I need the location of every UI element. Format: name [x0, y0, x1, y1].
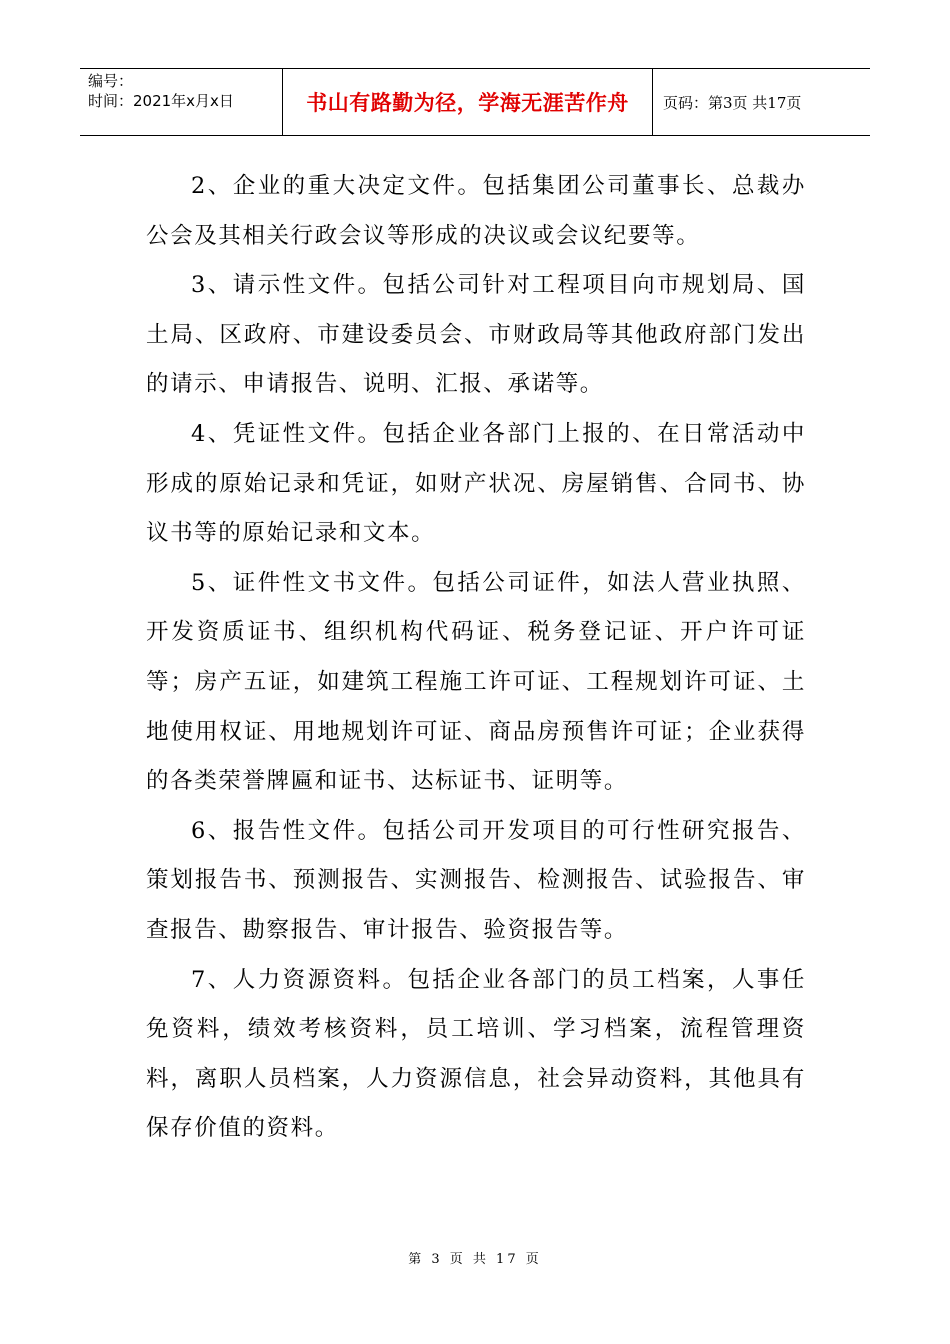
- header-meta: [80, 69, 283, 135]
- paragraph-item-7: 7、人力资源资料。包括企业各部门的员工档案，人事任免资料，绩效考核资料，员工培训、学习档案，流程管理资料，离职人员档案，人力资源信息，社会异动资料，其他具有保存价值的资料。: [146, 966, 806, 1142]
- paragraph-item-5: 5、证件性文书文件。包括公司证件，如法人营业执照、开发资质证书、组织机构代码证、税务登记证、开户许可证等；房产五证，如建筑工程施工许可证、工程规划许可证、土地使用权证、用地规划许可证、商品房预售许可证；企业获得的各类荣誉牌匾和证书、达标证书、证明等。: [146, 569, 806, 795]
- document-number-label: 编号：: [88, 72, 134, 90]
- header-motto: 书山有路勤为径，学海无涯苦作舟: [283, 69, 653, 135]
- page-footer: 第 3 页 共 17 页: [408, 1252, 542, 1267]
- paragraph-item-2: 2、企业的重大决定文件。包括集团公司董事长、总裁办公会及其相关行政会议等形成的决议或会议纪要等。: [146, 173, 806, 249]
- paragraph-item-4: 4、凭证性文件。包括企业各部门上报的、在日常活动中形成的原始记录和凭证，如财产状况、房屋销售、合同书、协议书等的原始记录和文本。: [146, 420, 806, 547]
- paragraph-item-6: 6、报告性文件。包括公司开发项目的可行性研究报告、策划报告书、预测报告、实测报告、检测报告、试验报告、审查报告、勘察报告、审计报告、验资报告等。: [146, 817, 806, 943]
- page-header: [80, 68, 870, 136]
- document-body: [146, 162, 806, 1154]
- document-date: 时间：2021年x月x日: [88, 92, 234, 110]
- paragraph-item-3: 3、请示性文件。包括公司针对工程项目向市规划局、国土局、区政府、市建设委员会、市财政局等其他政府部门发出的请示、申请报告、说明、汇报、承诺等。: [146, 272, 806, 398]
- header-page-info: 页码：第3页 共17页: [663, 93, 802, 112]
